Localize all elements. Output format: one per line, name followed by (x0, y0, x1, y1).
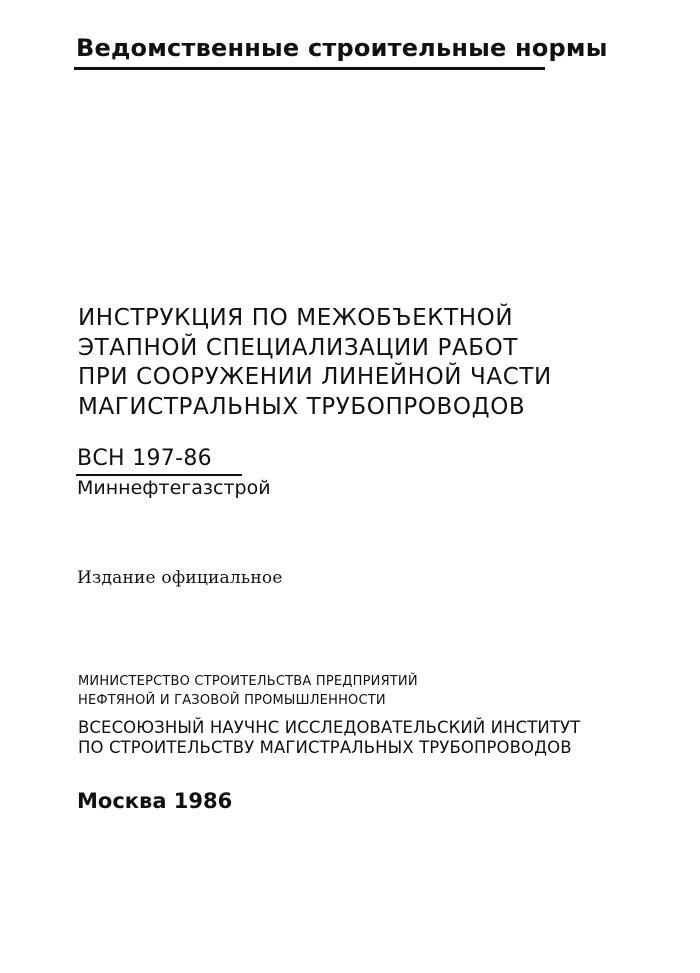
header-rule (74, 67, 545, 70)
document-title (78, 304, 552, 422)
ministry-line: МИНИСТЕРСТВО СТРОИТЕЛЬСТВА ПРЕДПРИЯТИЙ (78, 674, 418, 689)
document-code: ВСН 197-86 (77, 446, 212, 471)
institute-line: ВСЕСОЮЗНЫЙ НАУЧНС ИССЛЕДОВАТЕЛЬСКИЙ ИНСТИТУТ (78, 718, 581, 737)
ministry-block (78, 672, 418, 710)
title-line: ИНСТРУКЦИЯ ПО МЕЖОБЪЕКТНОЙ (78, 305, 514, 331)
title-line: МАГИСТРАЛЬНЫХ ТРУБОПРОВОДОВ (78, 393, 526, 420)
code-rule (76, 474, 242, 476)
institute-block (78, 718, 580, 758)
series-header: Ведомственные строительные нормы (76, 34, 608, 62)
title-line: ЭТАПНОЙ СПЕЦИАЛИЗАЦИИ РАБОТ (78, 334, 519, 361)
ministry-line: НЕФТЯНОЙ И ГАЗОВОЙ ПРОМЫШЛЕННОСТИ (78, 693, 386, 708)
imprint-city-year: Москва 1986 (77, 789, 233, 813)
edition-label: Издание официальное (77, 568, 283, 588)
issuing-agency: Миннефтегазстрой (77, 477, 271, 499)
title-line: ПРИ СООРУЖЕНИИ ЛИНЕЙНОЙ ЧАСТИ (78, 364, 552, 390)
institute-line: ПО СТРОИТЕЛЬСТВУ МАГИСТРАЛЬНЫХ ТРУБОПРОВОДОВ (78, 738, 572, 757)
